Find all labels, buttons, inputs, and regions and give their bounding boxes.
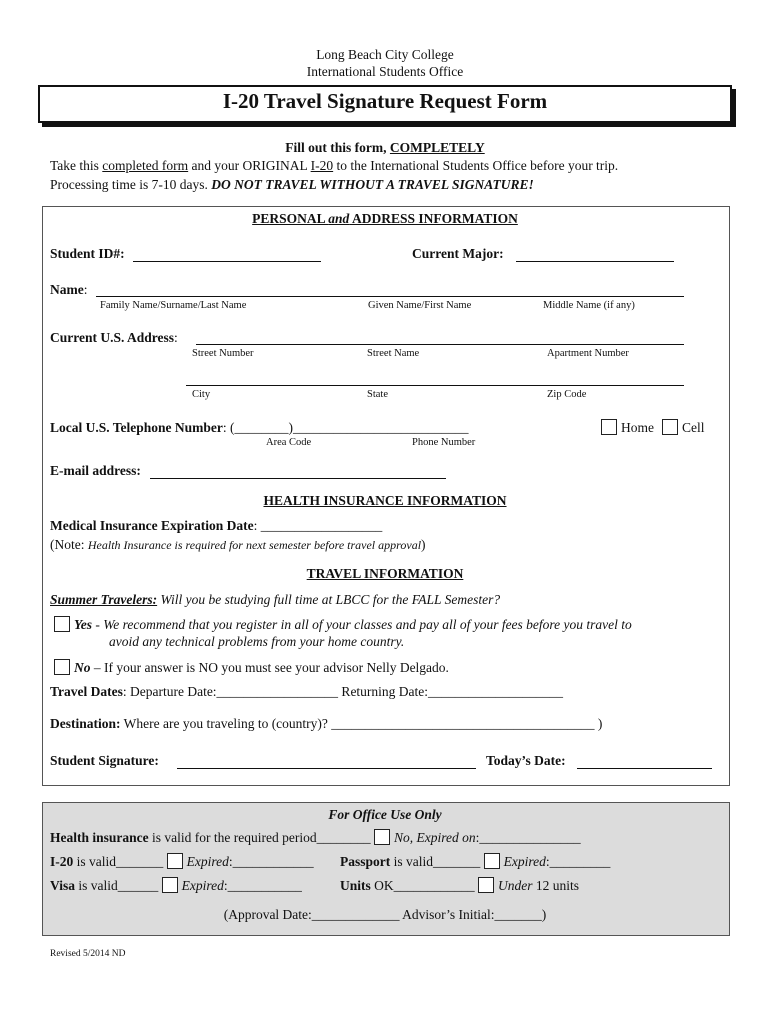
home-checkbox[interactable] [601,419,617,435]
personal-heading: PERSONAL and ADDRESS INFORMATION [252,211,518,226]
i20-expired-checkbox[interactable] [167,853,183,869]
major-field[interactable] [516,261,674,262]
given-name-caption: Given Name/First Name [368,300,472,311]
form-title: I-20 Travel Signature Request Form [222,89,548,113]
insurance-note: (Note: Health Insurance is required for next semester before travel approval) [50,537,426,552]
zip-caption: Zip Code [547,389,587,400]
office-visa-row: Visa is valid______ Expired:___________ [50,878,302,893]
no-option[interactable]: No – If your answer is NO you must see your advisor Nelly Delgado. [54,659,449,676]
no-checkbox[interactable] [54,659,70,675]
office-i20-row: I-20 is valid_______ Expired:____________ [50,854,314,869]
address-line-2-field[interactable] [186,385,684,386]
approval-line: (Approval Date:_____________ Advisor’s Initial:_______) [223,907,547,922]
email-field[interactable] [150,478,446,479]
destination-row: Destination: Where are you traveling to (country)? _______________________________________ ) [50,716,603,731]
insurance-expiration-field[interactable]: : __________________ [253,518,383,533]
take-form-line: Take this completed form and your ORIGINAL I-20 to the International Students Office before your trip. [50,158,619,173]
apartment-caption: Apartment Number [547,348,629,359]
office-heading: For Office Use Only [328,807,442,822]
yes-checkbox[interactable] [54,616,70,632]
travel-heading: TRAVEL INFORMATION [306,566,464,581]
office-passport-row: Passport is valid_______ Expired:_________ [340,854,611,869]
yes-option[interactable]: Yes - We recommend that you register in all of your classes and pay all of your fees before you travel to [54,616,632,633]
signature-field[interactable] [177,768,476,769]
city-caption: City [192,389,211,400]
address-line-1-field[interactable] [196,344,684,345]
student-id-field[interactable] [133,261,321,262]
phone-field[interactable]: : (________)__________________________ [222,420,469,435]
phone-row: Local U.S. Telephone Number: (________)__________________________ [50,420,469,435]
area-code-caption: Area Code [266,437,312,448]
yes-text-continuation: avoid any technical problems from your home country. [109,634,405,649]
email-label: E-mail address: [50,463,141,478]
family-name-caption: Family Name/Surname/Last Name [100,300,247,311]
summer-question-row: Summer Travelers: Will you be studying full time at LBCC for the FALL Semester? [50,592,501,607]
signature-label: Student Signature: [50,753,159,768]
processing-line: Processing time is 7-10 days. DO NOT TRAVEL WITHOUT A TRAVEL SIGNATURE! [50,177,534,192]
major-label: Current Major: [412,246,504,261]
state-caption: State [367,389,388,400]
todays-date-label: Today’s Date: [486,753,566,768]
student-id-label: Student ID#: [50,246,125,261]
address-label-row: Current U.S. Address: [50,330,178,345]
passport-expired-checkbox[interactable] [484,853,500,869]
college-name: Long Beach City College [316,47,454,62]
todays-date-field[interactable] [577,768,712,769]
street-number-caption: Street Number [192,348,254,359]
cell-checkbox[interactable] [662,419,678,435]
travel-dates-row: Travel Dates: Departure Date:__________________ Returning Date:____________________ [50,684,564,699]
health-heading: HEALTH INSURANCE INFORMATION [263,493,507,508]
revision-note: Revised 5/2014 ND [50,949,126,959]
destination-field[interactable]: Where are you traveling to (country)? _______________________________________ ) [120,716,603,731]
name-label-row: Name: [50,282,88,297]
health-expired-checkbox[interactable] [374,829,390,845]
travel-dates-fields[interactable]: : Departure Date:__________________ Returning Date:____________________ [122,684,564,699]
visa-expired-checkbox[interactable] [162,877,178,893]
office-name: International Students Office [306,64,464,79]
office-units-row: Units OK____________ Under 12 units [340,878,580,893]
cell-option[interactable]: Cell [662,419,705,436]
insurance-expiration-row: Medical Insurance Expiration Date: __________________ [50,518,383,533]
street-name-caption: Street Name [367,348,420,359]
middle-name-caption: Middle Name (if any) [543,300,635,311]
fill-out-line: Fill out this form, COMPLETELY [285,140,485,155]
home-option[interactable]: Home [601,419,654,436]
units-under-checkbox[interactable] [478,877,494,893]
office-health-row: Health insurance is valid for the required period________ No, Expired on:_______________ [50,830,581,845]
name-field[interactable] [96,296,684,297]
phone-number-caption: Phone Number [412,437,476,448]
